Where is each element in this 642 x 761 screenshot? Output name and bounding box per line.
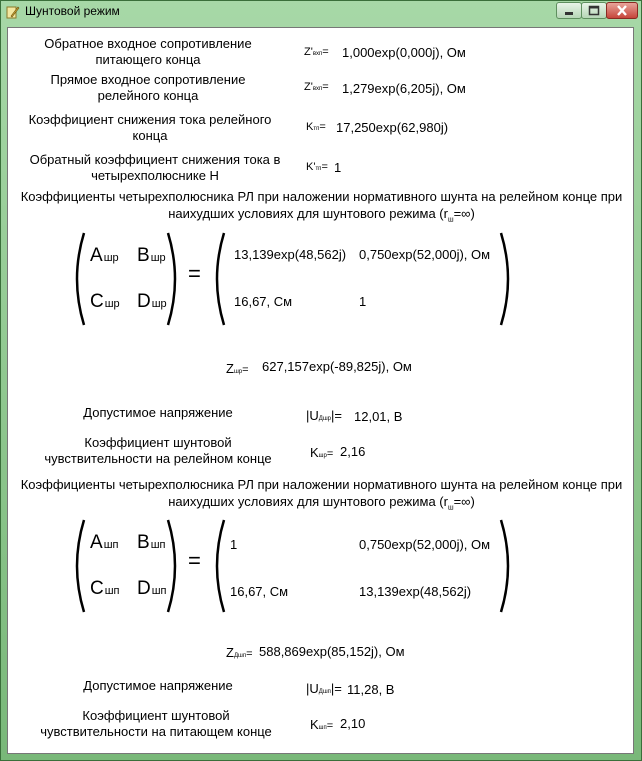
matrix1-m21: 16,67, См (234, 294, 293, 309)
symbol-k-shr: Kшр= (310, 445, 334, 460)
matrix2-right-paren (164, 518, 184, 614)
matrix2-values-right-paren (497, 518, 517, 614)
matrix2-A: Aшп (90, 532, 119, 553)
matrix1-A: Aшр (90, 245, 119, 266)
label-allowed-voltage-1: Допустимое напряжение (83, 405, 233, 420)
maximize-icon (582, 3, 606, 18)
label-forward-input-impedance: Прямое входное сопротивление релейного конца (50, 72, 246, 103)
symbol-z-shr: Zшр= (226, 361, 249, 376)
matrix2-m12: 0,750exp(52,000j), Ом (359, 537, 491, 552)
symbol-u-dshp: |UДшп|= (306, 681, 342, 696)
matrix1-values-right-paren (497, 231, 517, 327)
matrix2-m11: 1 (230, 537, 238, 552)
matrix2-equals: = (188, 548, 201, 573)
matrix1-left-paren (68, 231, 88, 327)
symbol-z-dshp: ZДшп= (226, 645, 253, 660)
matrix1-B: Bшр (137, 245, 166, 266)
section1-heading: Коэффициенты четырехполюсника РЛ при наложении нормативного шунта на релейном конце при наихудших условиях для шунтового режима $(r_ш=\infty)$ (20, 189, 623, 224)
matrix1-C: Cшр (90, 291, 120, 312)
symbol-u-dshr: |UДшр|= (306, 408, 342, 423)
value-k-shp: 2,10 (340, 716, 366, 731)
section2-heading: Коэффициенты четырехполюсника РЛ при наложении нормативного шунта на релейном конце при наихудших условиях для шунтового режима $(r_ш=\infty)$ (20, 477, 623, 512)
matrix2-values-left-paren (208, 518, 228, 614)
label-shunt-sensitivity-supply: Коэффициент шунтовой чувствительности на питающем конце (40, 708, 272, 739)
matrix1-right-paren (164, 231, 184, 327)
matrix2-m22: 13,139exp(48,562j) (359, 584, 472, 599)
window-title: Шунтовой режим (25, 4, 120, 18)
symbol-z-forward: Z'вхп= (304, 81, 329, 93)
title-bar[interactable] (1, 1, 641, 23)
client-area (7, 27, 634, 754)
matrix1-m11: 13,139exp(48,562j) (234, 247, 347, 262)
value-k-shr: 2,16 (340, 444, 366, 459)
symbol-k-tp: Kтп= (306, 121, 326, 133)
close-icon (607, 3, 637, 18)
symbol-z-reverse: Z'вхп= (304, 46, 329, 58)
matrix2-m21: 16,67, См (230, 584, 289, 599)
matrix1-values-left-paren (208, 231, 228, 327)
value-k-tp: 17,250exp(62,980j) (336, 120, 449, 135)
label-current-reduction-coefficient: Коэффициент снижения тока релейного конца (28, 112, 272, 143)
label-reverse-current-reduction-coefficient: Обратный коэффициент снижения тока в четырехполюснике Н (29, 152, 281, 183)
close-button[interactable] (606, 2, 638, 19)
value-z-dshp: 588,869exp(85,152j), Ом (259, 644, 405, 659)
label-reverse-input-impedance: Обратное входное сопротивление питающего конца (44, 36, 252, 67)
matrix1-m22: 1 (359, 294, 367, 309)
value-z-forward: 1,279exp(6,205j), Ом (342, 81, 466, 96)
value-z-reverse: 1,000exp(0,000j), Ом (342, 45, 466, 60)
symbol-k-prime-tp: K'тп= (306, 161, 328, 173)
label-allowed-voltage-2: Допустимое напряжение (83, 678, 233, 693)
app-icon (6, 5, 20, 19)
matrix2-left-paren (68, 518, 88, 614)
matrix2-C: Cшп (90, 578, 120, 599)
label-shunt-sensitivity-relay: Коэффициент шунтовой чувствительности на релейном конце (44, 435, 272, 466)
minimize-icon (557, 3, 581, 18)
symbol-k-shp: Kшп= (310, 717, 334, 732)
value-u-dshp: 11,28, В (347, 682, 395, 697)
matrix1-equals: = (188, 261, 201, 286)
matrix2-D: Dшп (137, 578, 167, 599)
maximize-button[interactable] (581, 2, 607, 19)
matrix1-D: Dшр (137, 291, 167, 312)
minimize-button[interactable] (556, 2, 582, 19)
matrix2-B: Bшп (137, 532, 166, 553)
value-u-dshr: 12,01, В (354, 409, 403, 424)
matrix1-m12: 0,750exp(52,000j), Ом (359, 247, 491, 262)
value-z-shr: 627,157exp(-89,825j), Ом (262, 359, 412, 374)
value-k-prime-tp: 1 (334, 160, 342, 175)
